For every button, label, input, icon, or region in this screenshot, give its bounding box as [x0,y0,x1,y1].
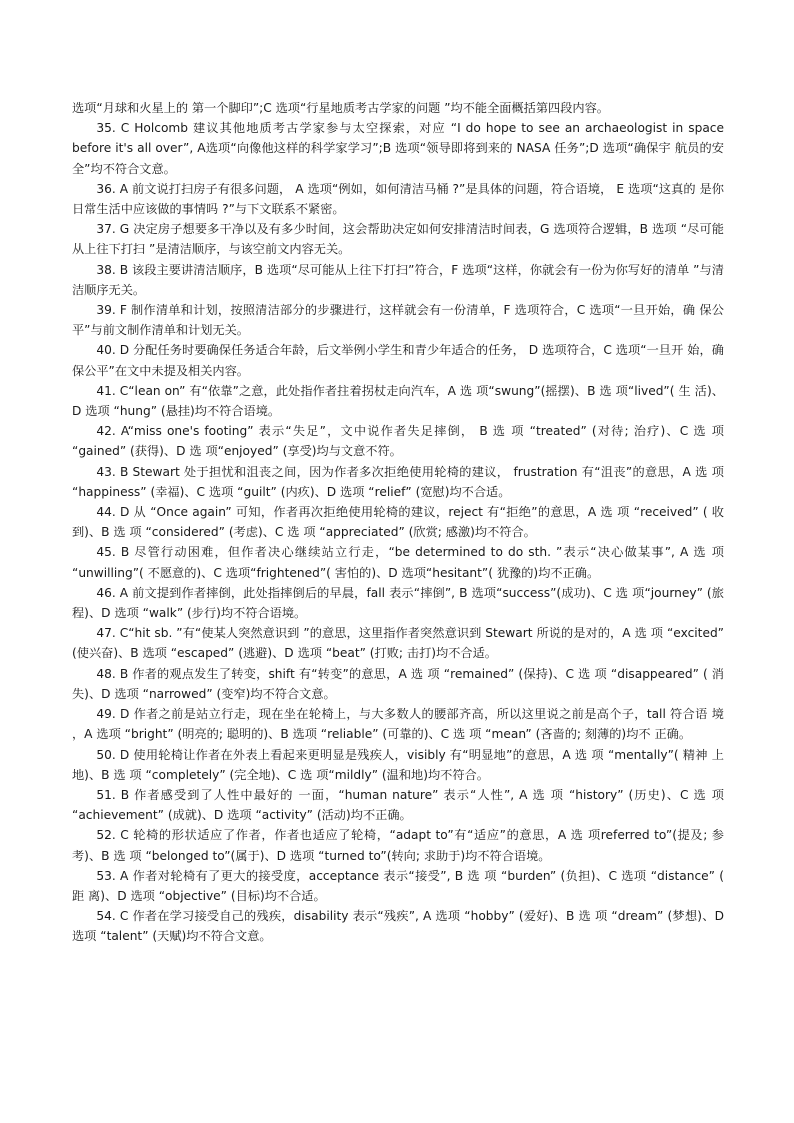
paragraph-q48: 48. B 作者的观点发生了转变，shift 有“转变”的意思，A 选 项 “remained” (保持)、C 选 项 “disappeared” ( 消 失)、D 选项 “narrowed” (变窄)均不符合文意。 [72,666,724,701]
paragraph-q41: 41. C“lean on” 有“依靠”之意，此处指作者拄着拐杖走向汽车，A 选 项“swung”(摇摆)、B 选 项“lived”( 生 活)、D 选项 “hung” (悬挂)均不符合语境。 [72,383,724,419]
paragraph-q52: 52. C 轮椅的形状适应了作者，作者也适应了轮椅，“adapt to”有“适应”的意思，A 选 项referred to”(提及; 参考)、B 选 项 “belonged to”(属于)、D 选项 “turned to”(转向; 求助于)均不符合语境。 [72,828,724,863]
paragraph-q43: 43. B Stewart 处于担忧和沮丧之间，因为作者多次拒绝使用轮椅的建议， frustration 有“沮丧”的意思，A 选 项 “happiness” (幸福)、C 选项 “guilt” (内疚)、D 选项 “relief” (宽慰)均不合适。 [72,464,724,499]
paragraph-q38: 38. B 该段主要讲清洁顺序，B 选项“尽可能从上往下打扫”符合，F 选项“这样，你就会有一份为你写好的清单 ”与清洁顺序无关。 [72,262,724,297]
paragraph-q35: 35. C Holcomb 建议其他地质考古学家参与太空探索，对应 “I do hope to see an archaeologist in space before it's all over”, A选项“向像他这样的科学家学习”;B 选项“领导即将到来的 NASA 任务”;D 选项“确保宇 航员的安全”均不符合文意。 [72,121,724,176]
paragraph-q53: 53. A 作者对轮椅有了更大的接受度，acceptance 表示“接受”, B 选 项 “burden” (负担)、C 选项 “distance” ( 距 离)、D 选项 “objective” (目标)均不合适。 [72,868,724,903]
paragraph-q47: 47. C“hit sb. ”有“使某人突然意识到 ”的意思，这里指作者突然意识到 Stewart 所说的是对的，A 选 项 “excited” (使兴奋)、B 选项 “escaped” (逃避)、D 选项 “beat” (打败; 击打)均不合适。 [72,626,724,661]
paragraph-q39: 39. F 制作清单和计划，按照清洁部分的步骤进行，这样就会有一份清单，F 选项符合，C 选项“一旦开始，确 保公平”与前文制作清单和计划无关。 [72,303,724,338]
paragraph-q44: 44. D 从 “Once again” 可知，作者再次拒绝使用轮椅的建议，reject 有“拒绝”的意思，A 选 项 “received” ( 收 到)、B 选 项 “considered” (考虑)、C 选 项 “appreciated” (欣赏; 感激)均不符合。 [72,505,724,540]
paragraph-q54: 54. C 作者在学习接受自己的残疾，disability 表示“残疾”, A 选项 “hobby” (爱好)、B 选 项 “dream” (梦想)、D 选项 “talent” (天赋)均不符合文意。 [72,909,724,944]
paragraph-q50: 50. D 使用轮椅让作者在外表上看起来更明显是残疾人，visibly 有“明显地”的意思，A 选 项 “mentally”( 精神 上地)、B 选 项 “completely” (完全地)、C 选 项“mildly” (温和地)均不符合。 [72,747,724,782]
paragraph-q37: 37. G 决定房子想要多干净以及有多少时间，这会帮助决定如何安排清洁时间表，G 选项符合逻辑，B 选项 “尽可能从上往下打扫 ”是清洁顺序，与该空前文内容无关。 [72,222,724,257]
paragraph-q45: 45. B 尽管行动困难，但作者决心继续站立行走，“be determined to do sth. ”表示“决心做某事”, A 选 项 “unwilling”( 不愿意的)、C 选项“frightened”( 害怕的)、D 选项“hesitant”( 犹豫的)均不正确。 [72,545,724,580]
paragraph-q46: 46. A 前文提到作者摔倒，此处指摔倒后的早晨，fall 表示“摔倒”, B 选项“success”(成功)、C 选 项“journey” (旅程)、D 选项 “walk” (步行)均不符合语境。 [72,585,724,621]
paragraph-q34-tail: 选项“月球和火星上的 第一个脚印”;C 选项“行星地质考古学家的问题 ”均不能全面概括第四段内容。 [72,101,609,115]
paragraph-q36: 36. A 前文说打扫房子有很多问题， A 选项“例如，如何清洁马桶 ?”是具体的问题，符合语境， E 选项“这真的 是你日常生活中应该做的事情吗 ?”与下文联系不紧密。 [72,181,724,217]
paragraph-q49: 49. D 作者之前是站立行走，现在坐在轮椅上，与大多数人的腰部齐高，所以这里说之前是高个子，tall 符合语 境 ，A 选项 “bright” (明亮的; 聪明的)、B 选项 “reliable” (可靠的)、C 选 项 “mean” (吝啬的; 刻薄的)均不 正确。 [72,707,724,742]
answer-explanations [72,98,724,947]
paragraph-q42: 42. A“miss one's footing” 表示“失足”，文中说作者失足摔倒， B 选 项 “treated” (对待; 治疗)、C 选 项 “gained” (获得)、D 选 项“enjoyed” (享受)均与文意不符。 [72,424,724,459]
paragraph-q40: 40. D 分配任务时要确保任务适合年龄，后文举例小学生和青少年适合的任务， D 选项符合，C 选项“一旦开 始，确保公平”在文中未提及相关内容。 [72,343,724,378]
paragraph-q51: 51. B 作者感受到了人性中最好的 一面，“human nature” 表示“人性”, A 选 项 “history” (历史)、C 选 项 “achievement” (成就)、D 选项 “activity” (活动)均不正确。 [72,787,724,823]
